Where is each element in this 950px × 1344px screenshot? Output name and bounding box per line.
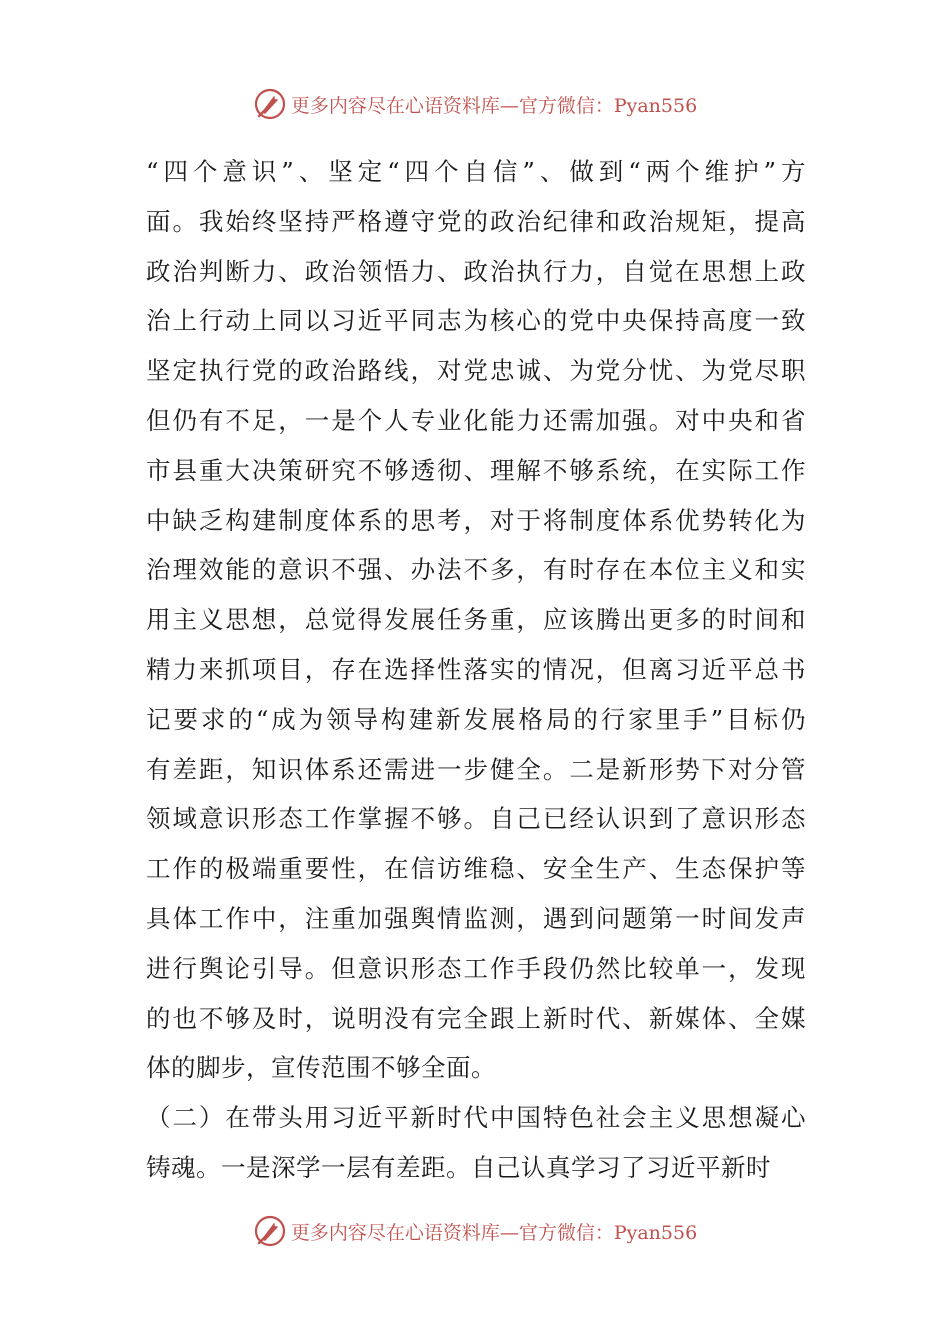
pen-nib-logo-icon — [253, 87, 287, 121]
body-text-line: 工作的极端重要性，在信访维稳、安全生产、生态保护等 — [146, 854, 806, 884]
body-text-line: （二）在带头用习近平新时代中国特色社会主义思想凝心 — [146, 1103, 806, 1133]
body-text-line: 坚定执行党的政治路线，对党忠诚、为党分忧、为党尽职 — [146, 356, 806, 386]
body-text-line: 领域意识形态工作掌握不够。自己已经认识到了意识形态 — [146, 804, 806, 834]
body-text-line: 铸魂。一是深学一层有差距。自己认真学习了习近平新时 — [146, 1152, 771, 1182]
body-text-line: 用主义思想，总觉得发展任务重，应该腾出更多的时间和 — [146, 605, 806, 635]
body-text-line: 但仍有不足，一是个人专业化能力还需加强。对中央和省 — [146, 405, 806, 435]
body-text-line: “四个意识”、坚定“四个自信”、做到“两个维护”方 — [146, 157, 806, 186]
header-banner-text: 更多内容尽在心语资料库—官方微信：Pyan556 — [290, 94, 698, 117]
document-body — [146, 147, 806, 1193]
body-text-line: 政治判断力、政治领悟力、政治执行力，自觉在思想上政 — [146, 256, 806, 286]
header-banner — [0, 84, 950, 124]
footer-banner — [0, 1211, 950, 1251]
pen-nib-logo-icon — [253, 1214, 287, 1248]
body-text-line: 有差距，知识体系还需进一步健全。二是新形势下对分管 — [146, 754, 806, 784]
body-text-line: 治理效能的意识不强、办法不多，有时存在本位主义和实 — [146, 555, 806, 585]
body-text-line: 市县重大决策研究不够透彻、理解不够系统，在实际工作 — [146, 455, 806, 485]
footer-banner-text: 更多内容尽在心语资料库—官方微信：Pyan556 — [290, 1221, 698, 1244]
body-text-line: 精力来抓项目，存在选择性落实的情况，但离习近平总书 — [146, 654, 806, 684]
body-text-line: 具体工作中，注重加强舆情监测，遇到问题第一时间发声 — [146, 903, 806, 933]
body-text-line: 中缺乏构建制度体系的思考，对于将制度体系优势转化为 — [146, 505, 806, 535]
body-text-line: 治上行动上同以习近平同志为核心的党中央保持高度一致 — [146, 306, 806, 336]
body-text-line: 进行舆论引导。但意识形态工作手段仍然比较单一，发现 — [146, 953, 806, 983]
body-text-line: 记要求的“成为领导构建新发展格局的行家里手”目标仍 — [146, 704, 806, 734]
body-text-line: 体的脚步，宣传范围不够全面。 — [146, 1053, 496, 1083]
body-text-line: 的也不够及时，说明没有完全跟上新时代、新媒体、全媒 — [146, 1003, 806, 1033]
body-text-line: 面。我始终坚持严格遵守党的政治纪律和政治规矩，提高 — [146, 206, 806, 236]
